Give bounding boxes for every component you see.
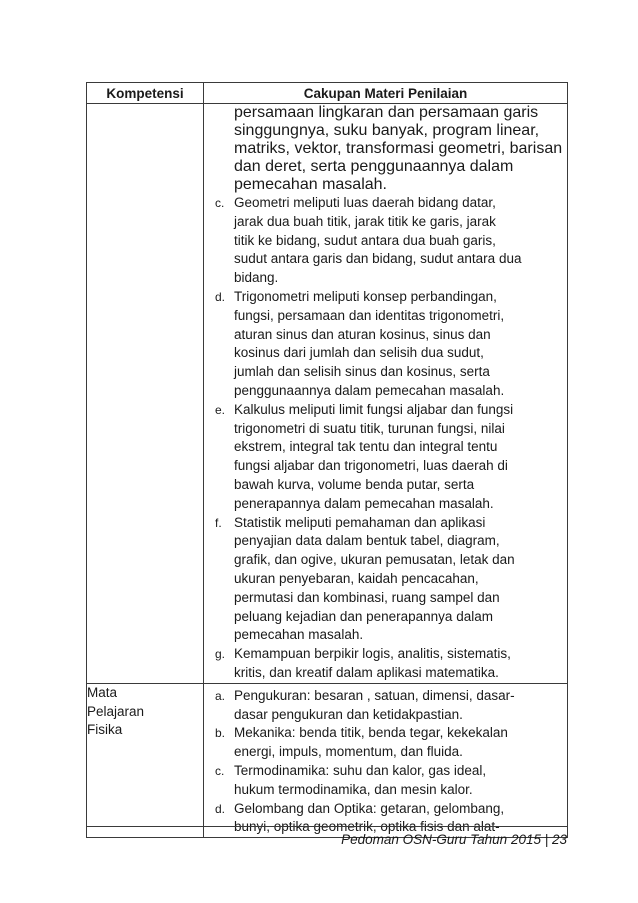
text-line: Kalkulus meliputi limit fungsi aljabar dan fungsi [234, 401, 514, 417]
text-line: titik ke bidang, sudut antara dua buah garis, [234, 232, 496, 248]
page-footer: Pedoman OSN-Guru Tahun 2015 | 23 [341, 832, 567, 847]
list-item [204, 762, 567, 800]
text-line: ekstrem, integral tak tentu dan integral tentu [234, 439, 498, 455]
text-line: bidang. [234, 270, 279, 286]
text-line: trigonometri di suatu titik, turunan fungsi, nilai [234, 420, 505, 436]
list-item [204, 288, 567, 401]
text-line: persamaan lingkaran dan persamaan garis [234, 104, 539, 121]
text-line: jumlah dan selisih sinus dan kosinus, serta [234, 364, 490, 380]
text-line: permutasi dan kombinasi, ruang sampel dan [234, 589, 500, 605]
text-line: jarak dua buah titik, jarak titik ke garis, jarak [234, 213, 496, 229]
list-marker: e. [215, 402, 226, 417]
header-kompetensi: Kompetensi [87, 83, 204, 104]
text-line: penyajian data dalam bentuk tabel, diagram, [234, 533, 500, 549]
list-item [204, 401, 567, 514]
text-line: pemecahan masalah. [234, 176, 387, 193]
competency-table [86, 82, 568, 838]
kompetensi-cell-fisika [87, 683, 204, 837]
text-line: Mekanika: benda titik, benda tegar, kekekalan [234, 725, 508, 741]
text-line: Kemampuan berpikir logis, analitis, sistematis, [234, 646, 511, 662]
text-line: fungsi aljabar dan trigonometri, luas daerah di [234, 458, 508, 474]
text-line: dasar pengukuran dan ketidakpastian. [234, 706, 463, 722]
cakupan-cell-math [204, 104, 568, 684]
text-line: peluang kejadian dan penerapannya dalam [234, 608, 493, 624]
label-line: Pelajaran [87, 703, 145, 719]
text-line: bawah kurva, volume benda putar, serta [234, 476, 475, 492]
list-marker: c. [215, 763, 225, 778]
header-cakupan-materi: Cakupan Materi Penilaian [204, 83, 568, 104]
text-line: Geometri meliputi luas daerah bidang datar, [234, 195, 496, 210]
kompetensi-cell-empty [87, 104, 204, 684]
list-item [204, 724, 567, 762]
text-line: Statistik meliputi pemahaman dan aplikasi [234, 514, 486, 530]
list-marker: d. [215, 801, 226, 816]
text-line: matriks, vektor, transformasi geometri, barisan [234, 140, 563, 157]
table-row [87, 104, 568, 684]
list-marker: g. [215, 647, 226, 662]
text-line: penggunaannya dalam pemecahan masalah. [234, 382, 505, 398]
list-marker: c. [215, 196, 225, 210]
table-row [87, 683, 568, 837]
footer-divider [86, 826, 567, 827]
text-line: fungsi, persamaan dan identitas trigonometri, [234, 307, 505, 323]
list-marker: a. [215, 688, 226, 703]
text-line: pemecahan masalah. [234, 627, 364, 643]
text-line: bunyi, optika geometrik, optika fisis dan alat- [234, 819, 500, 835]
text-line: grafik, dan ogive, ukuran pemusatan, letak dan [234, 552, 515, 568]
table-header-row [87, 83, 568, 104]
list-item [204, 687, 567, 725]
text-line: ukuran penyebaran, kaidah pencacahan, [234, 570, 479, 586]
text-line: aturan sinus dan aturan kosinus, sinus dan [234, 326, 491, 342]
text-line: Trigonometri meliputi konsep perbandingan, [234, 288, 497, 304]
continuation-text [204, 104, 567, 194]
text-line: Pengukuran: besaran , satuan, dimensi, dasar- [234, 687, 515, 703]
text-line: energi, impuls, momentum, dan fluida. [234, 744, 463, 760]
text-line: sudut antara garis dan bidang, sudut antara dua [234, 251, 522, 267]
text-line: Termodinamika: suhu dan kalor, gas ideal, [234, 762, 487, 778]
text-line: hukum termodinamika, dan mesin kalor. [234, 781, 473, 797]
text-line: Gelombang dan Optika: getaran, gelombang, [234, 800, 505, 816]
text-line: kritis, dan kreatif dalam aplikasi matematika. [234, 664, 499, 680]
list-item [204, 514, 567, 646]
text-line: penerapannya dalam pemecahan masalah. [234, 495, 494, 511]
text-line: kosinus dari jumlah dan selisih dua sudut, [234, 345, 484, 361]
list-marker: f. [215, 515, 222, 530]
list-marker: d. [215, 289, 226, 304]
list-item [204, 645, 567, 683]
list-marker: b. [215, 726, 226, 741]
label-line: Fisika [87, 722, 123, 738]
text-line: singgungnya, suku banyak, program linear, [234, 122, 540, 139]
list-item [204, 194, 567, 288]
cakupan-cell-fisika [204, 683, 568, 837]
label-line: Mata [87, 684, 118, 700]
text-line: dan deret, serta penggunaannya dalam [234, 158, 514, 175]
